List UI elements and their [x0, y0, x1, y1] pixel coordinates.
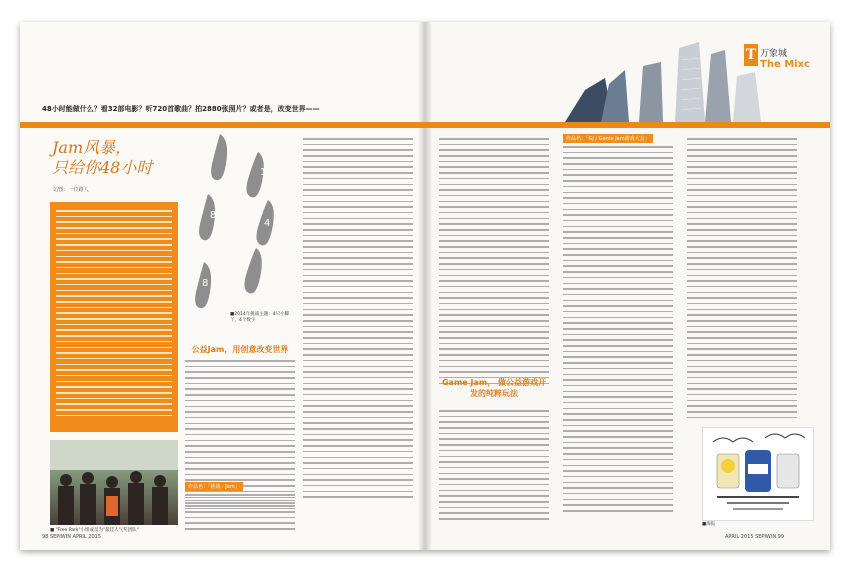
intro-box: [50, 202, 178, 432]
svg-text:1: 1: [260, 167, 267, 178]
subhead-game-jam: Game Jam， 做公益游戏开发的纯粹玩法: [441, 378, 546, 398]
skyline-photo: [565, 40, 765, 122]
intro-text: [56, 210, 172, 420]
poster-illustration: [703, 428, 813, 520]
photo-caption: ■ "Free Park"小组成员为"最佳人气奖团队": [50, 528, 139, 533]
svg-text:8: 8: [202, 278, 209, 289]
article-title: Jam风暴， 只给你48小时: [52, 138, 153, 177]
byline: 文/图：一位路人: [52, 187, 89, 193]
section-tag: 作品名：「挑战 · Jam」: [185, 482, 243, 491]
poster-caption: ■海报: [702, 522, 716, 527]
brand-logo-icon: T: [744, 44, 758, 66]
subhead-public-jam: 公益Jam，用创意改变世界: [191, 345, 289, 354]
game-jam-poster: [702, 427, 814, 521]
brand-name-cn: 万象城: [760, 49, 788, 59]
column-text: [563, 146, 673, 516]
page-footer: APRIL 2015 SEPIWIN 99: [725, 534, 785, 540]
svg-text:8: 8: [210, 210, 217, 221]
column-text: [439, 138, 549, 388]
group-photo: [50, 440, 178, 525]
feet-caption: ■2014年挑战主题：4只小脚丫，4个数字: [230, 312, 290, 323]
header-band: [20, 122, 830, 128]
footprints-illustration: [180, 130, 290, 330]
column-text: [439, 410, 549, 524]
column-text: [185, 494, 295, 534]
spine-shadow: [418, 22, 432, 550]
magazine-spread: [20, 22, 830, 550]
brand: [760, 46, 810, 70]
people-illustration: [50, 440, 178, 525]
section-tag: 作品名：「GJ / Game Jam游戏大会」: [563, 134, 653, 143]
svg-text:4: 4: [264, 218, 271, 229]
column-text: [687, 138, 797, 422]
brand-name-en: The Mixc: [760, 59, 810, 70]
left-page: [20, 22, 425, 550]
column-text: [303, 138, 413, 502]
header-line: 48小时能做什么？看32部电影？听720首歌曲？拍2880张照片？或者是，改变世界——: [42, 105, 320, 113]
page-footer: 98 SEPIWIN APRIL 2015: [42, 534, 102, 540]
